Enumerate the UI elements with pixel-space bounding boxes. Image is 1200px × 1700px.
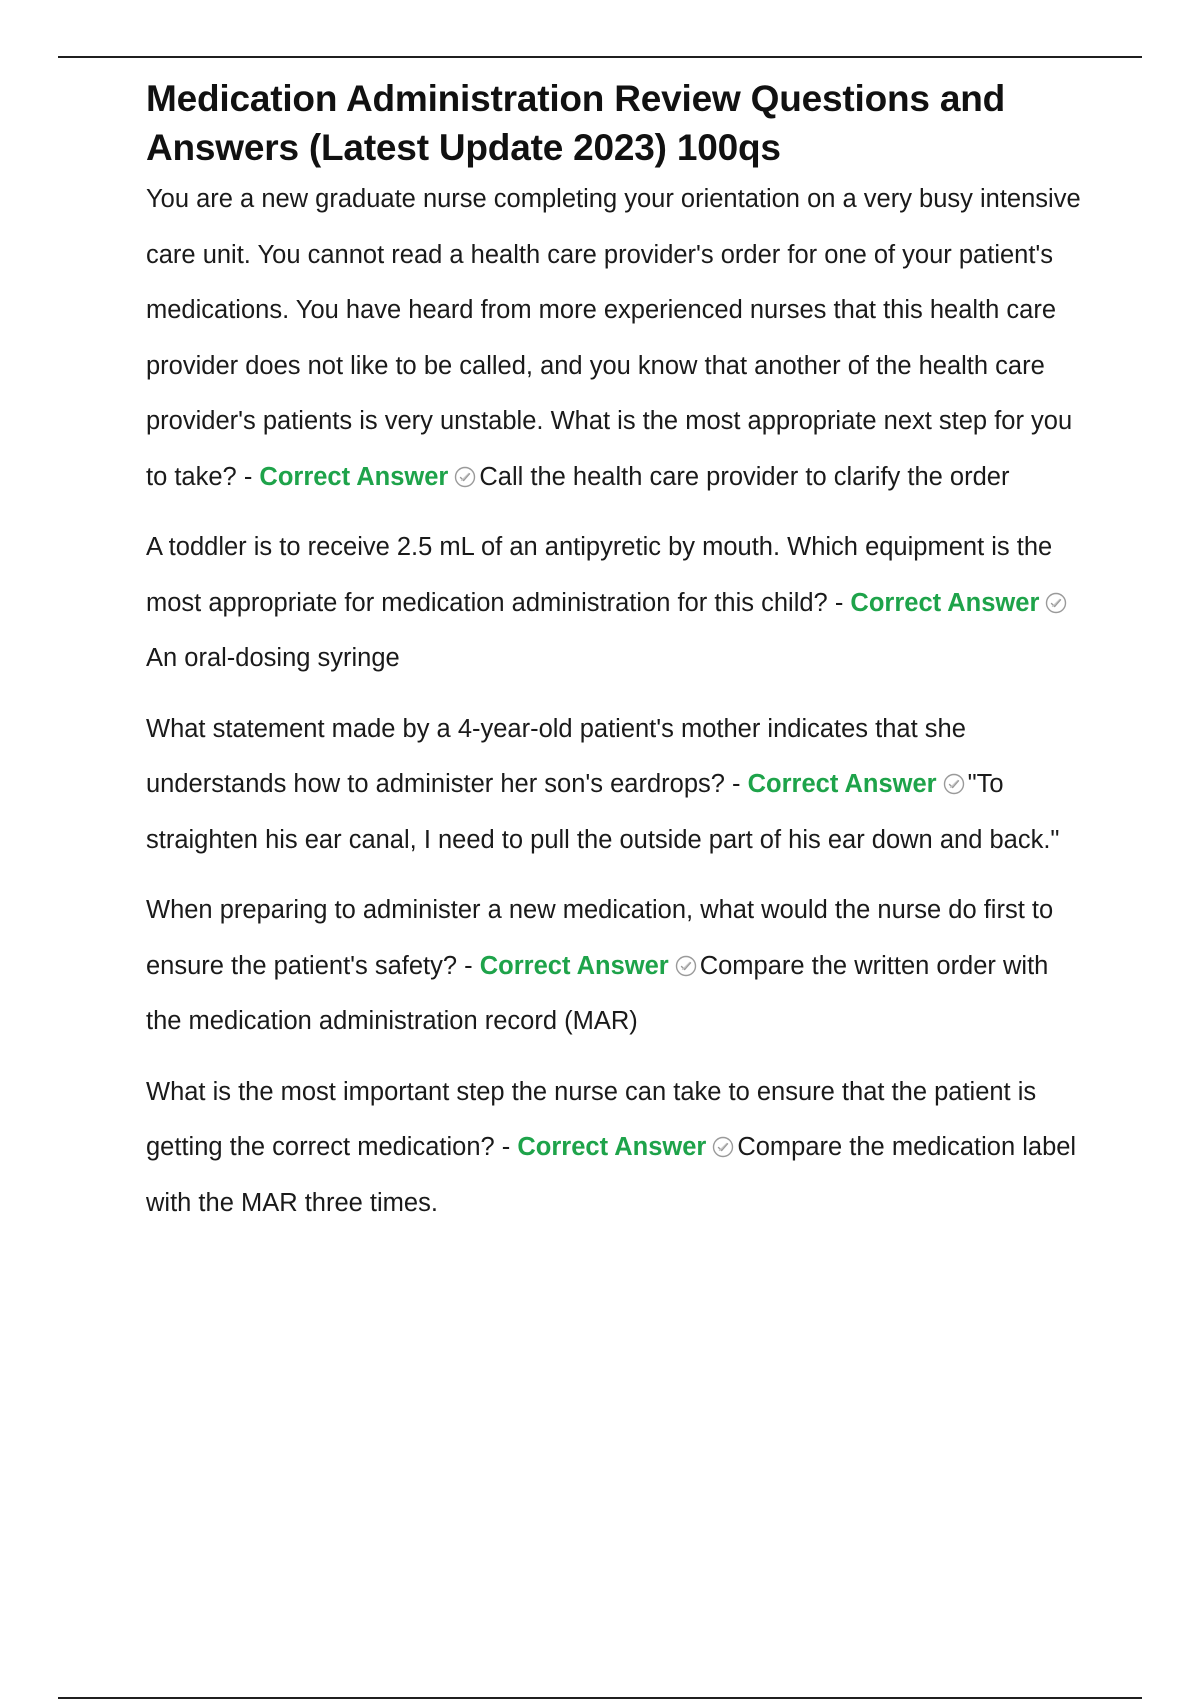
answer-text: An oral-dosing syringe xyxy=(146,644,400,672)
bottom-rule xyxy=(58,1697,1142,1699)
qa-item xyxy=(146,883,1086,1050)
qa-item xyxy=(146,172,1086,505)
question-text: What is the most important step the nurse can take to ensure that the patient is getting the correct medication? - xyxy=(146,1077,1037,1161)
top-rule xyxy=(58,56,1142,58)
question-text: You are a new graduate nurse completing your orientation on a very busy intensive care unit. You cannot read a health care provider's order for one of your patient's medications. You have heard from more experienced nurses that this health care provider does not like to be called, and you know that another of the health care provider's patients is very unstable. What is the most appropriate next step for you to take? - xyxy=(146,185,1081,491)
question-text: What statement made by a 4-year-old patient's mother indicates that she understands how to administer her son's eardrops? - xyxy=(146,714,966,798)
correct-answer-label: Correct Answer xyxy=(850,588,1040,617)
question-text: A toddler is to receive 2.5 mL of an antipyretic by mouth. Which equipment is the most appropriate for medication administration for this child? - xyxy=(146,533,1053,617)
check-circle-icon xyxy=(1045,592,1067,614)
document-title: Medication Administration Review Questions and Answers (Latest Update 2023) 100qs xyxy=(146,78,1006,168)
check-circle-icon xyxy=(943,773,965,795)
answer-text: Call the health care provider to clarify the order xyxy=(479,462,1010,491)
answer-text: Compare the written order with the medication administration record (MAR) xyxy=(146,951,1049,1035)
qa-item xyxy=(146,702,1086,869)
question-text: When preparing to administer a new medication, what would the nurse do first to ensure the patient's safety? - xyxy=(146,896,1054,980)
correct-answer-label: Correct Answer xyxy=(747,770,937,798)
qa-item xyxy=(146,1065,1086,1232)
correct-answer-label: Correct Answer xyxy=(479,951,669,980)
check-circle-icon xyxy=(454,466,476,488)
correct-answer-label: Correct Answer xyxy=(259,462,449,491)
qa-item xyxy=(146,520,1086,687)
check-circle-icon xyxy=(675,955,697,977)
answer-text: "To straighten his ear canal, I need to pull the outside part of his ear down and back." xyxy=(146,770,1060,854)
answer-text: Compare the medication label with the MAR three times. xyxy=(146,1133,1077,1217)
document-body xyxy=(146,74,1086,1246)
check-circle-icon xyxy=(712,1136,734,1158)
correct-answer-label: Correct Answer xyxy=(517,1133,707,1161)
